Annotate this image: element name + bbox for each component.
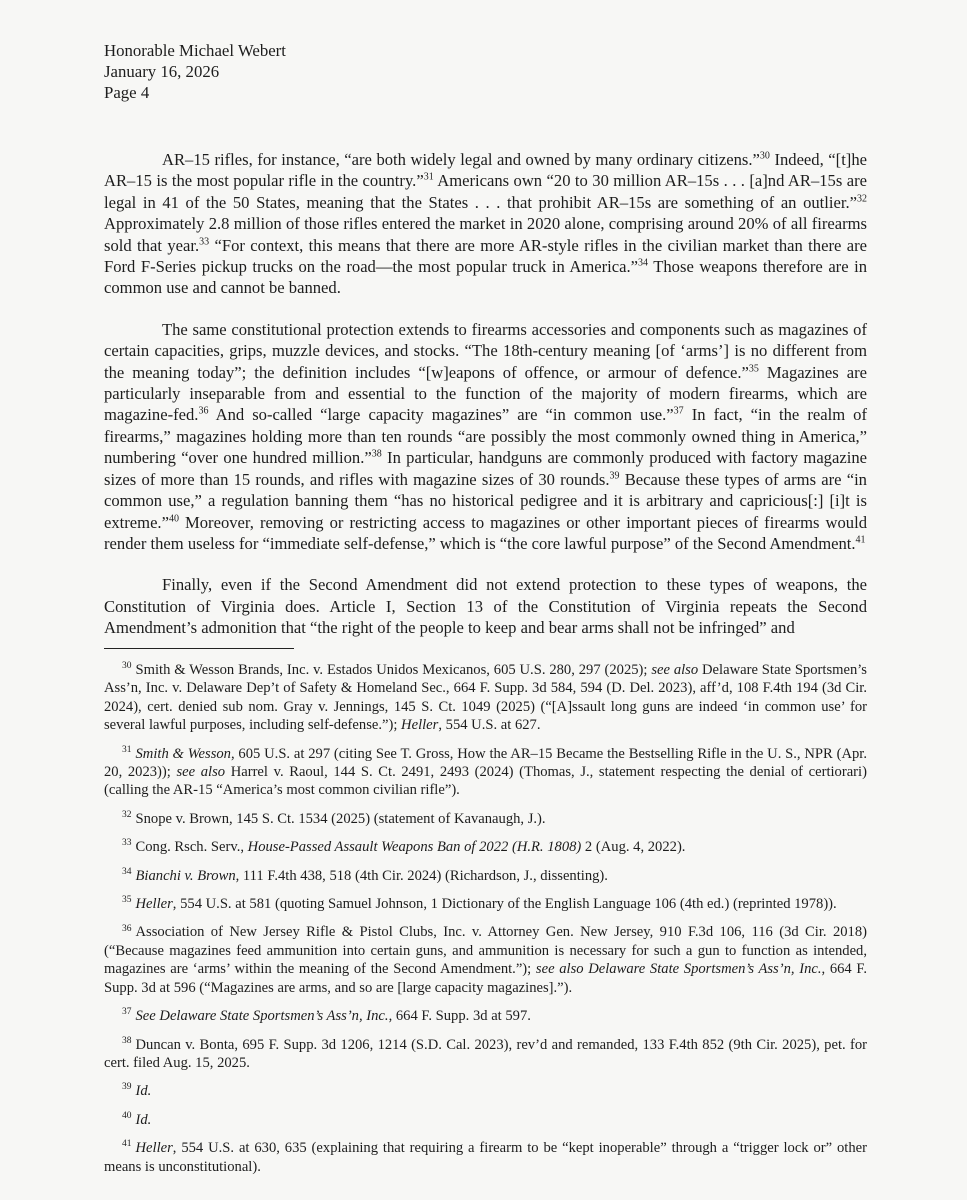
footnote [104, 867, 867, 885]
footnote-number: 41 [122, 1139, 132, 1150]
text-run: 2 (Aug. 4, 2022). [581, 839, 686, 856]
footnote [104, 810, 867, 828]
footnote-reference: 34 [638, 257, 649, 269]
italic-text: See Delaware State Sportsmen’s Ass’n, Inc. [135, 1008, 389, 1025]
text-run: , 664 F. Supp. 3d at 597. [388, 1008, 531, 1025]
text-run: Cong. Rsch. Serv., [135, 839, 248, 856]
italic-text: Id. [135, 1111, 152, 1128]
footnote-reference: 38 [371, 448, 382, 460]
body-paragraph [104, 574, 867, 638]
text-run: In fact, “in the realm of firearms,” magazines holding more than ten rounds “are possibly the most commonly owned thing in America,” numbering “over one hundred million.” [104, 405, 867, 468]
text-run: Snope v. Brown, 145 S. Ct. 1534 (2025) (statement of Kavanaugh, J.). [135, 810, 546, 827]
footnote [104, 1007, 867, 1025]
text-run: And so-called “large capacity magazines” are “in common use.” [208, 405, 674, 425]
text-run: , 554 U.S. at 630, 635 (explaining that requiring a firearm to be “kept inoperable” through a “trigger lock or” other means is unconstitutional). [104, 1140, 867, 1175]
italic-text: Bianchi v. Brown [135, 867, 236, 884]
text-run: Harrel v. Raoul, 144 S. Ct. 2491, 2493 (2024) (Thomas, J., statement respecting the denial of certiorari) (calling the AR-15 “America’s most common civilian rifle”). [104, 764, 867, 799]
italic-text: see also [651, 662, 699, 678]
text-run: , 554 U.S. at 627. [438, 717, 541, 734]
italic-text: see also Delaware State Sportsmen’s Ass’n, Inc. [535, 961, 822, 978]
footnote-reference: 32 [857, 193, 867, 205]
footnote-number: 30 [122, 661, 132, 672]
footnote-reference: 36 [198, 405, 209, 417]
text-run: Magazines are particularly inseparable from and essential to the function of the majority of modern firearms, which are magazine-fed. [104, 362, 868, 425]
footnote-number: 36 [122, 923, 132, 934]
footnote-number: 35 [122, 895, 132, 906]
body-paragraph [104, 149, 867, 299]
italic-text: Id. [135, 1083, 152, 1100]
footnote [104, 745, 867, 800]
letter-body [104, 149, 867, 639]
letter-header [104, 40, 286, 103]
text-run: , 605 U.S. at 297 (citing See T. Gross, How the AR–15 Became the Bestselling Rifle in the U. S., NPR (Apr. 20, 2023)); [104, 745, 867, 781]
footnote [104, 838, 867, 856]
footnote [104, 1082, 867, 1100]
italic-text: Heller [401, 717, 439, 734]
footnote-divider [104, 648, 294, 649]
text-run: , 111 F.4th 438, 518 (4th Cir. 2024) (Richardson, J., dissenting). [235, 867, 608, 884]
text-run: Approximately 2.8 million of those rifles entered the market in 2020 alone, comprising around 20% of all firearms sold that year. [104, 214, 867, 255]
footnote-reference: 40 [168, 512, 179, 524]
text-run: , 664 F. Supp. 3d at 596 (“Magazines are arms, and so are [large capacity magazines].”). [104, 961, 868, 996]
footnote-reference: 33 [199, 236, 210, 248]
text-run: Moreover, removing or restricting access to magazines or other important pieces of firearms would render them useless for “immediate self-defense,” which is “the core lawful purpose” of the Second Amendment. [104, 512, 867, 553]
text-run: The same constitutional protection extends to firearms accessories and components such as magazines of certain capacities, grips, muzzle devices, and stocks. “The 18th-century meaning [of ‘arms’] is no different from the meaning today”; the definition includes “[w]eapons of offence, or armour of defence.” [104, 319, 867, 382]
text-run: Americans own “20 to 30 million AR–15s . . . [a]nd AR–15s are legal in 41 of the 50 States, meaning that the States . . . that prohibit AR–15s are something of an outlier.” [104, 171, 867, 212]
text-run: Delaware State Sportsmen’s Ass’n, Inc. v. Delaware Dep’t of Safety & Homeland Sec., 664 F. Supp. 3d 584, 594 (D. Del. 2023), aff’d, 108 F.4th 194 (3d Cir. 2024), cert. denied sub nom. Gray v. Jennings, 145 S. Ct. 1049 (2025) (“[A]ssault long guns are indeed ‘in common use’ for several lawful purposes, including self-defense.”); [104, 662, 867, 734]
text-run: AR–15 rifles, for instance, “are both widely legal and owned by many ordinary citizens.” [162, 150, 760, 169]
footnote [104, 661, 867, 735]
footnote [104, 1036, 867, 1073]
italic-text: House-Passed Assault Weapons Ban of 2022 (H.R. 1808) [247, 839, 582, 856]
footnote-reference: 31 [423, 171, 434, 183]
italic-text: Heller [135, 896, 173, 913]
footnote-number: 37 [122, 1007, 132, 1018]
footnote-reference: 35 [748, 363, 759, 375]
text-run: Because these types of arms are “in common use,” a regulation banning them “has no historical pedigree and it is arbitrary and capricious[:] [i]t is extreme.” [104, 469, 867, 532]
footnote-number: 39 [122, 1082, 132, 1093]
footnote [104, 1111, 867, 1129]
footnote-number: 33 [122, 838, 132, 849]
text-run: In particular, handguns are commonly produced with factory magazine sizes of more than 15 rounds, and rifles with magazine sizes of 30 rounds. [104, 448, 867, 489]
text-run: Duncan v. Bonta, 695 F. Supp. 3d 1206, 1214 (S.D. Cal. 2023), rev’d and remanded, 133 F.4th 852 (9th Cir. 2025), pet. for cert. filed Aug. 15, 2025. [104, 1036, 867, 1071]
footnote-reference: 37 [673, 405, 684, 417]
footnote-number: 38 [122, 1035, 132, 1046]
footnote [104, 895, 867, 913]
italic-text: Heller [135, 1140, 173, 1157]
footnote-reference: 39 [609, 470, 620, 482]
footnote [104, 1139, 867, 1176]
page-number: Page 4 [104, 83, 150, 102]
text-run: , 554 U.S. at 581 (quoting Samuel Johnson, 1 Dictionary of the English Language 106 (4th ed.) (reprinted 1978)). [172, 896, 837, 913]
recipient-name: Honorable Michael Webert [104, 41, 286, 60]
text-run: Finally, even if the Second Amendment did not extend protection to these types of weapons, the Constitution of Virginia does. Article I, Section 13 of the Constitution of Virginia repeats the Second Amendment’s admonition that “the right of the people to keep and bear arms shall not be infringed” and [104, 575, 867, 638]
footnote-reference: 41 [855, 534, 866, 546]
body-paragraph [104, 319, 867, 554]
footnote [104, 923, 867, 997]
footnote-number: 40 [122, 1110, 132, 1121]
letter-date: January 16, 2026 [104, 62, 220, 81]
footnotes-section [104, 661, 867, 1176]
italic-text: Smith & Wesson [135, 745, 231, 762]
footnote-number: 32 [122, 809, 132, 820]
italic-text: see also [176, 764, 226, 781]
text-run: Smith & Wesson Brands, Inc. v. Estados Unidos Mexicanos, 605 U.S. 280, 297 (2025); [135, 662, 652, 678]
footnote-number: 31 [122, 744, 132, 755]
text-run: Association of New Jersey Rifle & Pistol Clubs, Inc. v. Attorney Gen. New Jersey, 910 F.3d 106, 116 (3d Cir. 2018) (“Because magazines feed ammunition into certain guns, and ammunition is necessary for such a gun to function as intended, magazines are ‘arms’ within the meaning of the Second Amendment.”); [104, 924, 867, 978]
footnote-reference: 30 [759, 150, 770, 162]
text-run: “For context, this means that there are more AR-style rifles in the civilian market than there are Ford F-Series pickup trucks on the road—the most popular truck in America.” [104, 235, 867, 277]
footnote-number: 34 [122, 866, 132, 877]
text-run: Indeed, “[t]he AR–15 is the most popular rifle in the country.” [104, 150, 867, 191]
text-run: Those weapons therefore are in common use and cannot be banned. [104, 257, 867, 298]
